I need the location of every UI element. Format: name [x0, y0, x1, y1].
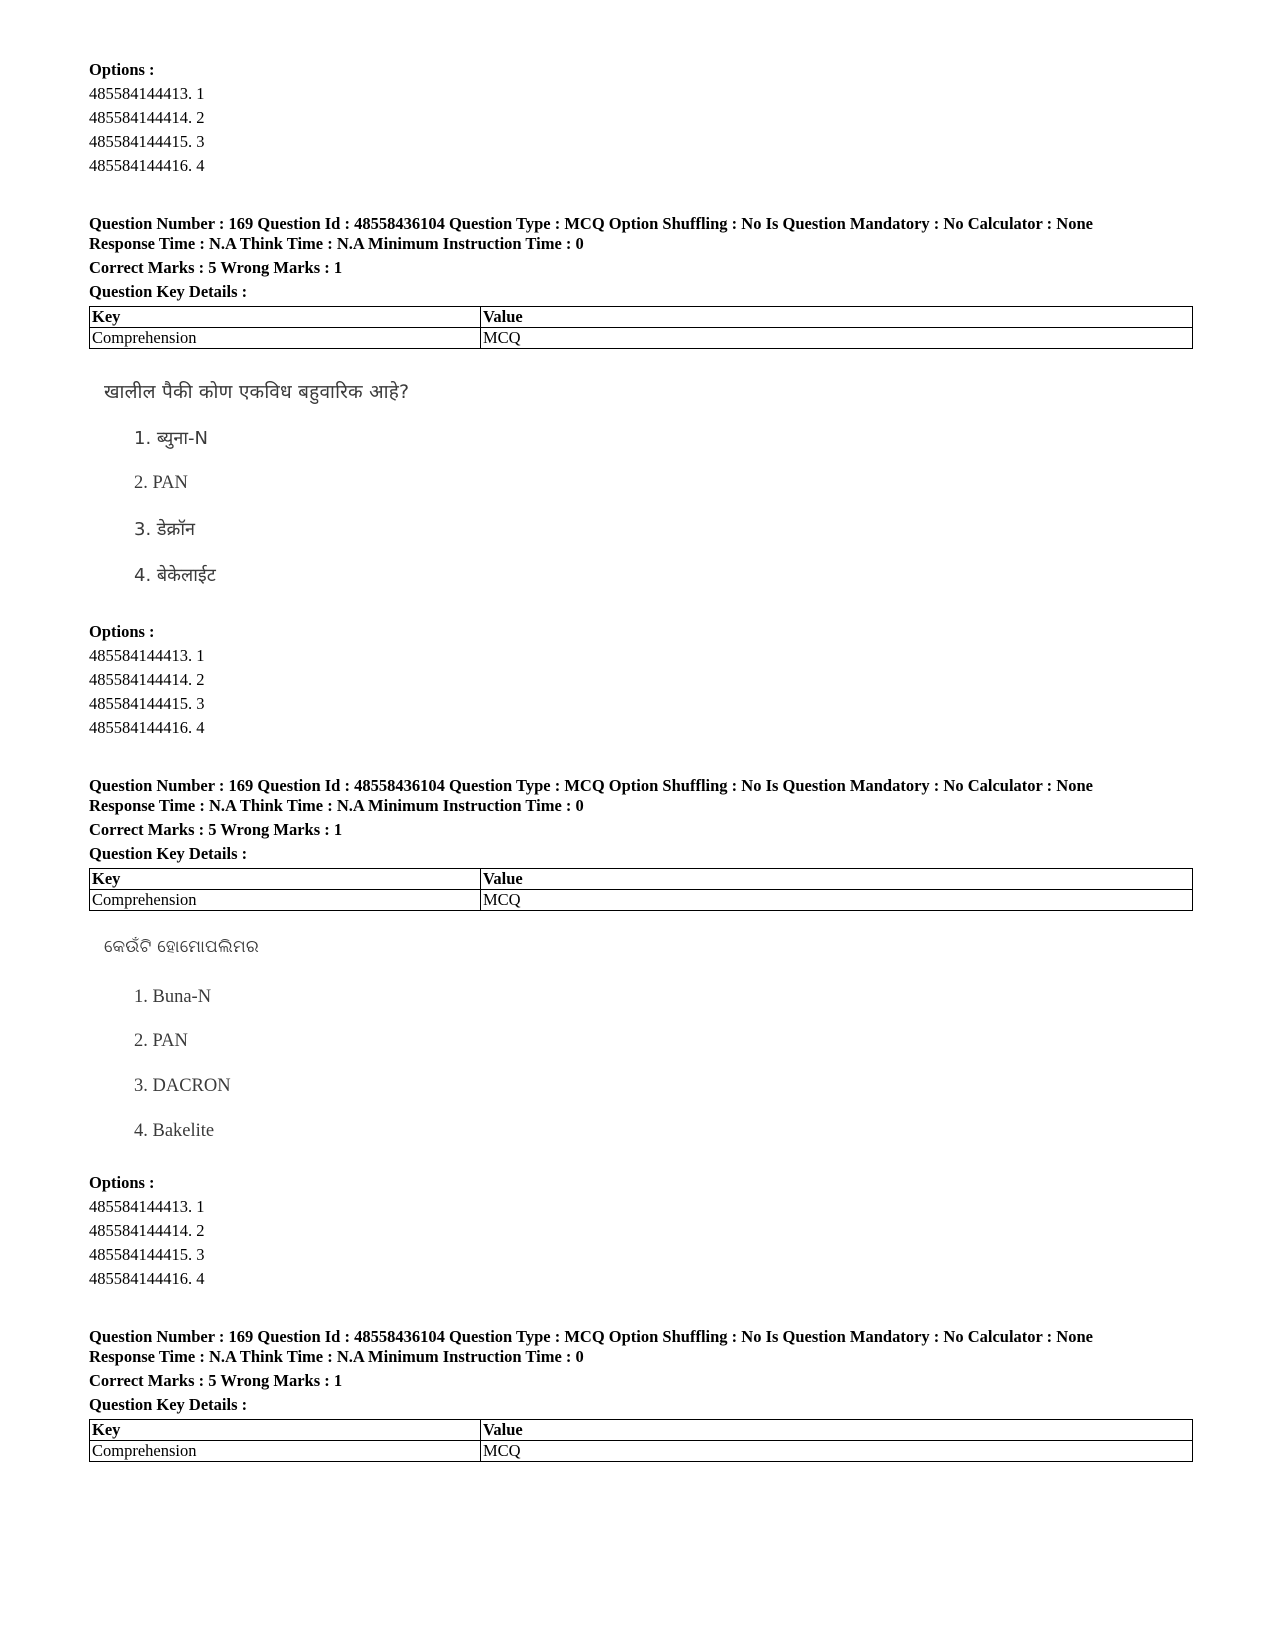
- option-item: 485584144415. 3: [89, 1245, 205, 1264]
- table-cell-key: Comprehension: [90, 1441, 481, 1462]
- table-header-row: [90, 1420, 1193, 1441]
- question-image-marathi: [104, 378, 410, 586]
- option-item: 485584144413. 1: [89, 1197, 205, 1216]
- question-option: 1. Buna-N: [134, 987, 212, 1007]
- question-option: 2. PAN: [134, 1031, 188, 1051]
- table-cell-key: Comprehension: [90, 890, 481, 911]
- question-marks: Correct Marks : 5 Wrong Marks : 1: [89, 1371, 343, 1390]
- table-header-value: Value: [481, 869, 1193, 890]
- option-item: 485584144416. 4: [89, 1269, 205, 1288]
- option-item: 485584144415. 3: [89, 132, 205, 151]
- table-header-key: Key: [90, 307, 481, 328]
- table-header-value: Value: [481, 1420, 1193, 1441]
- question-stem: କେଉଁଟି ହୋମୋପଲିମର: [104, 937, 259, 957]
- options-label: Options :: [89, 622, 155, 641]
- question-option: 3. DACRON: [134, 1076, 231, 1096]
- options-label: Options :: [89, 1173, 155, 1192]
- table-header-value: Value: [481, 307, 1193, 328]
- key-details-label: Question Key Details :: [89, 1395, 248, 1414]
- key-details-label: Question Key Details :: [89, 844, 248, 863]
- table-cell-value: MCQ: [481, 1441, 1193, 1462]
- table-row: [90, 890, 1193, 911]
- option-item: 485584144414. 2: [89, 1221, 205, 1240]
- option-item: 485584144413. 1: [89, 646, 205, 665]
- option-item: 485584144414. 2: [89, 670, 205, 689]
- option-item: 485584144415. 3: [89, 694, 205, 713]
- question-timing: Response Time : N.A Think Time : N.A Minimum Instruction Time : 0: [89, 234, 584, 253]
- table-header-key: Key: [90, 1420, 481, 1441]
- option-item: 485584144416. 4: [89, 156, 205, 175]
- table-cell-value: MCQ: [481, 328, 1193, 349]
- option-item: 485584144416. 4: [89, 718, 205, 737]
- key-details-table: [89, 306, 1193, 349]
- question-marks: Correct Marks : 5 Wrong Marks : 1: [89, 258, 343, 277]
- key-details-table: [89, 1419, 1193, 1462]
- question-stem: खालील पैकी कोण एकविध बहुवारिक आहे?: [104, 381, 410, 403]
- question-image-odia: [104, 937, 259, 1141]
- question-timing: Response Time : N.A Think Time : N.A Minimum Instruction Time : 0: [89, 1347, 584, 1366]
- question-option: 4. बेकेलाईट: [134, 565, 216, 586]
- option-item: 485584144414. 2: [89, 108, 205, 127]
- table-cell-value: MCQ: [481, 890, 1193, 911]
- question-timing: Response Time : N.A Think Time : N.A Minimum Instruction Time : 0: [89, 796, 584, 815]
- options-label: Options :: [89, 60, 155, 79]
- table-row: [90, 328, 1193, 349]
- option-item: 485584144413. 1: [89, 84, 205, 103]
- question-header: Question Number : 169 Question Id : 48558436104 Question Type : MCQ Option Shuffling : No Is Question Mandatory : No Calculator : None: [89, 776, 1093, 795]
- table-row: [90, 1441, 1193, 1462]
- question-option: 3. डेक्रॉन: [134, 519, 196, 540]
- table-header-key: Key: [90, 869, 481, 890]
- question-option: 1. ब्युना-N: [134, 428, 208, 449]
- question-header: Question Number : 169 Question Id : 48558436104 Question Type : MCQ Option Shuffling : No Is Question Mandatory : No Calculator : None: [89, 1327, 1093, 1346]
- table-header-row: [90, 869, 1193, 890]
- key-details-table: [89, 868, 1193, 911]
- key-details-label: Question Key Details :: [89, 282, 248, 301]
- table-header-row: [90, 307, 1193, 328]
- question-option: 2. PAN: [134, 473, 188, 493]
- question-marks: Correct Marks : 5 Wrong Marks : 1: [89, 820, 343, 839]
- table-cell-key: Comprehension: [90, 328, 481, 349]
- question-option: 4. Bakelite: [134, 1121, 215, 1141]
- question-header: Question Number : 169 Question Id : 48558436104 Question Type : MCQ Option Shuffling : No Is Question Mandatory : No Calculator : None: [89, 214, 1093, 233]
